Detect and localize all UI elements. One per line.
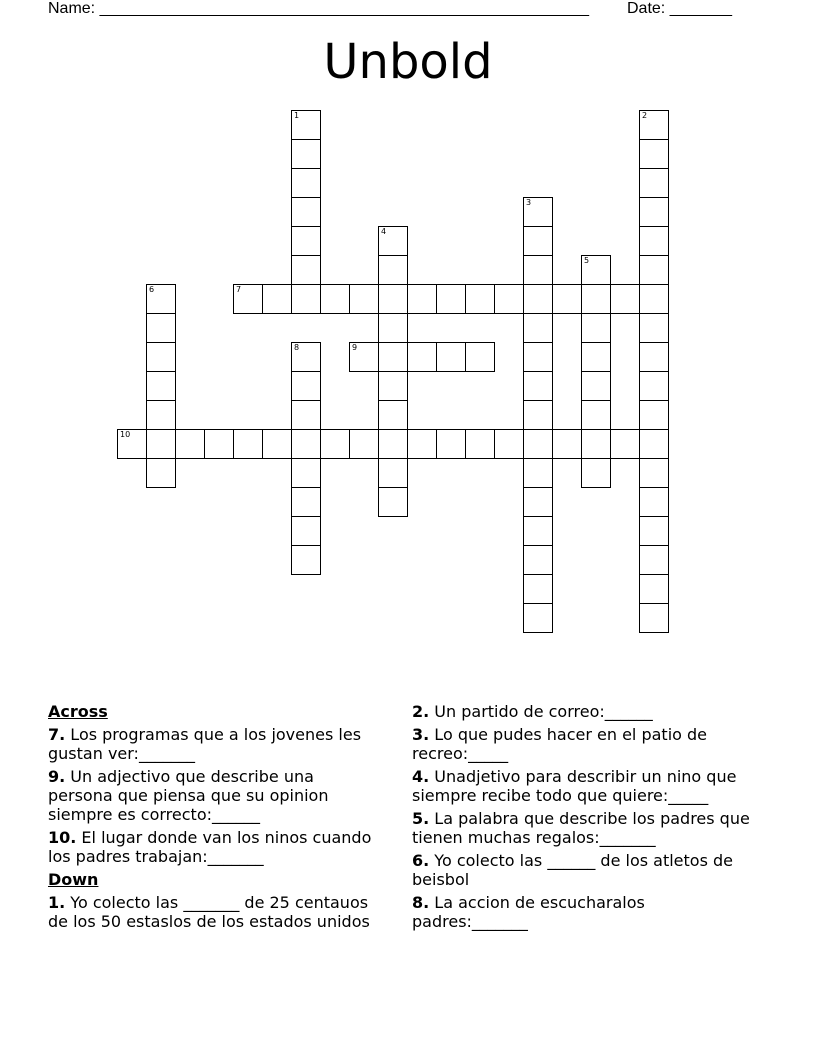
clue-down-6: 6. Yo colecto las ______ de los atletos de beisbol (412, 851, 733, 889)
grid-cell[interactable] (320, 284, 350, 314)
grid-cell[interactable] (639, 400, 669, 430)
clue-number: 4 (381, 227, 387, 236)
grid-cell[interactable] (378, 342, 408, 372)
clue-down-5: 5. La palabra que describe los padres que tienen muchas regalos:_______ (412, 809, 750, 847)
grid-cell[interactable] (146, 284, 176, 314)
grid-cell[interactable] (523, 545, 553, 575)
grid-cell[interactable] (523, 429, 553, 459)
grid-cell[interactable] (465, 342, 495, 372)
clue-down-3: 3. Lo que pudes hacer en el patio de recreo:_____ (412, 725, 708, 763)
grid-cell[interactable] (639, 545, 669, 575)
clue-across-9: 9. Un adjectivo que describe una persona que piensa que su opinion siempre es correcto:______ (48, 767, 329, 824)
grid-cell[interactable] (581, 371, 611, 401)
clue-down-2: 2. Un partido de correo:______ (412, 702, 653, 721)
grid-cell[interactable] (349, 284, 379, 314)
clue-number: 1 (294, 111, 300, 120)
grid-cell[interactable] (378, 313, 408, 343)
grid-cell[interactable] (378, 284, 408, 314)
grid-cell[interactable] (146, 429, 176, 459)
grid-cell[interactable] (291, 516, 321, 546)
grid-cell[interactable] (378, 429, 408, 459)
grid-cell[interactable] (639, 574, 669, 604)
grid-cell[interactable] (378, 400, 408, 430)
grid-cell[interactable] (581, 458, 611, 488)
grid-cell[interactable] (610, 429, 640, 459)
grid-cell[interactable] (291, 226, 321, 256)
grid-cell[interactable] (407, 284, 437, 314)
grid-cell[interactable] (291, 255, 321, 285)
clues-right-column (412, 702, 762, 935)
grid-cell[interactable] (291, 197, 321, 227)
grid-cell[interactable] (262, 429, 292, 459)
grid-cell[interactable] (639, 139, 669, 169)
grid-cell[interactable] (146, 371, 176, 401)
grid-cell[interactable] (523, 284, 553, 314)
grid-cell[interactable] (581, 429, 611, 459)
grid-cell[interactable] (639, 313, 669, 343)
grid-cell[interactable] (175, 429, 205, 459)
grid-cell[interactable] (523, 487, 553, 517)
grid-cell[interactable] (581, 284, 611, 314)
grid-cell[interactable] (639, 197, 669, 227)
grid-cell[interactable] (407, 342, 437, 372)
grid-cell[interactable] (639, 255, 669, 285)
grid-cell[interactable] (262, 284, 292, 314)
clue-number: 9 (352, 343, 358, 352)
grid-cell[interactable] (523, 342, 553, 372)
grid-cell[interactable] (233, 284, 263, 314)
clue-down-4: 4. Unadjetivo para describir un nino que siempre recibe todo que quiere:_____ (412, 767, 737, 805)
grid-cell[interactable] (581, 255, 611, 285)
grid-cell[interactable] (436, 342, 466, 372)
clue-number: 2 (642, 111, 648, 120)
grid-cell[interactable] (581, 342, 611, 372)
grid-cell[interactable] (523, 516, 553, 546)
grid-cell[interactable] (117, 429, 147, 459)
grid-cell[interactable] (639, 516, 669, 546)
puzzle-title: Unbold (323, 34, 493, 90)
grid-cell[interactable] (465, 429, 495, 459)
name-field-label: Name: _______________________________________________________ (48, 0, 589, 17)
grid-cell[interactable] (291, 371, 321, 401)
grid-cell[interactable] (639, 487, 669, 517)
grid-cell[interactable] (639, 342, 669, 372)
grid-cell[interactable] (523, 458, 553, 488)
grid-cell[interactable] (552, 284, 582, 314)
grid-cell[interactable] (233, 429, 263, 459)
across-heading: Across (48, 702, 108, 721)
grid-cell[interactable] (639, 603, 669, 633)
grid-cell[interactable] (378, 255, 408, 285)
grid-cell[interactable] (523, 313, 553, 343)
grid-cell[interactable] (639, 110, 669, 140)
grid-cell[interactable] (523, 226, 553, 256)
grid-cell[interactable] (523, 400, 553, 430)
clue-number: 3 (526, 198, 532, 207)
grid-cell[interactable] (523, 255, 553, 285)
grid-cell[interactable] (291, 284, 321, 314)
grid-cell[interactable] (639, 429, 669, 459)
grid-cell[interactable] (204, 429, 234, 459)
grid-cell[interactable] (639, 371, 669, 401)
date-field-label: Date: _______ (627, 0, 732, 17)
clue-number: 10 (120, 430, 131, 439)
grid-cell[interactable] (436, 429, 466, 459)
grid-cell[interactable] (378, 371, 408, 401)
grid-cell[interactable] (291, 168, 321, 198)
grid-cell[interactable] (494, 429, 524, 459)
grid-cell[interactable] (639, 226, 669, 256)
grid-cell[interactable] (523, 197, 553, 227)
grid-cell[interactable] (291, 110, 321, 140)
clue-number: 5 (584, 256, 590, 265)
grid-cell[interactable] (581, 400, 611, 430)
clue-across-10: 10. El lugar donde van los ninos cuando los padres trabajan:_______ (48, 828, 372, 866)
grid-cell[interactable] (146, 342, 176, 372)
grid-cell[interactable] (494, 284, 524, 314)
clue-down-8: 8. La accion de escucharalos padres:_______ (412, 893, 645, 931)
grid-cell[interactable] (552, 429, 582, 459)
grid-cell[interactable] (349, 342, 379, 372)
grid-cell[interactable] (349, 429, 379, 459)
grid-cell[interactable] (291, 545, 321, 575)
grid-cell[interactable] (523, 371, 553, 401)
down-heading: Down (48, 870, 99, 889)
grid-cell[interactable] (291, 487, 321, 517)
grid-cell[interactable] (146, 400, 176, 430)
grid-cell[interactable] (581, 313, 611, 343)
grid-cell[interactable] (436, 284, 466, 314)
grid-cell[interactable] (291, 400, 321, 430)
grid-cell[interactable] (378, 458, 408, 488)
grid-cell[interactable] (146, 313, 176, 343)
grid-cell[interactable] (146, 458, 176, 488)
grid-cell[interactable] (639, 168, 669, 198)
clue-across-7: 7. Los programas que a los jovenes les gustan ver:_______ (48, 725, 362, 763)
grid-cell[interactable] (291, 139, 321, 169)
clues-left-column (48, 702, 378, 935)
grid-cell[interactable] (639, 284, 669, 314)
grid-cell[interactable] (378, 487, 408, 517)
grid-cell[interactable] (610, 284, 640, 314)
grid-cell[interactable] (523, 574, 553, 604)
clue-number: 7 (236, 285, 242, 294)
grid-cell[interactable] (291, 429, 321, 459)
grid-cell[interactable] (407, 429, 437, 459)
grid-cell[interactable] (291, 342, 321, 372)
grid-cell[interactable] (378, 226, 408, 256)
grid-cell[interactable] (639, 458, 669, 488)
clue-number: 6 (149, 285, 155, 294)
grid-cell[interactable] (523, 603, 553, 633)
grid-cell[interactable] (320, 429, 350, 459)
grid-cell[interactable] (291, 458, 321, 488)
grid-cell[interactable] (465, 284, 495, 314)
clue-number: 8 (294, 343, 300, 352)
clue-down-1: 1. Yo colecto las _______ de 25 centauos de los 50 estaslos de los estados unidos (48, 893, 370, 931)
